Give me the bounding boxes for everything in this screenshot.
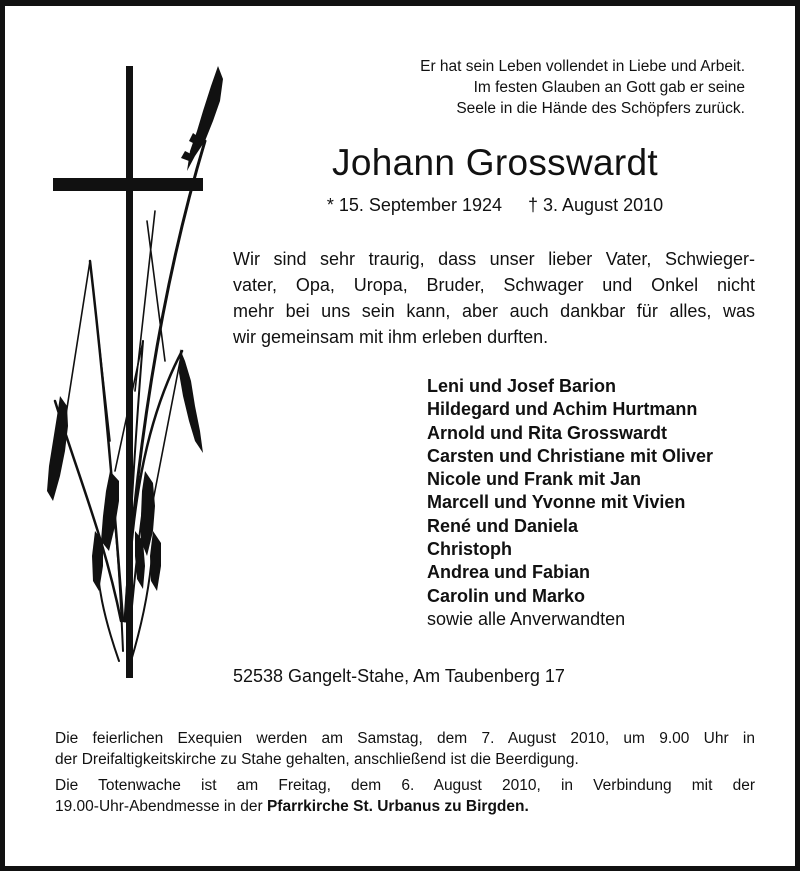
church-name: Pfarrkirche St. Urbanus zu Birgden. [266,797,529,815]
relatives-line: sowie alle Anverwandten [427,608,626,629]
mourner-name: Leni und Josef Barion [427,376,617,396]
death-date: † 3. August 2010 [528,195,664,215]
service-notes [55,729,755,823]
note-line: Die feierlichen Exequien werden am Samstag, dem 7. August 2010, um 9.00 Uhr in [55,730,755,747]
message-line: mehr bei uns sein kann, aber auch dankbar für alles, was [233,301,755,321]
motto [365,56,745,119]
mourner-name: René und Daniela [427,515,579,536]
message-line: Wir sind sehr traurig, dass unser lieber Vater, Schwieger- [233,249,755,269]
mourner-name: Hildegard und Achim Hurtmann [427,399,698,420]
motto-line: Er hat sein Leben vollendet in Liebe und Arbeit. [420,58,745,75]
family-address: 52538 Gangelt-Stahe, Am Taubenberg 17 [233,666,565,686]
note-line [55,797,755,818]
mourner-name: Marcell und Yvonne mit Vivien [427,492,686,513]
note-text: 19.00-Uhr-Abendmesse in der [55,797,267,815]
life-dates [285,195,705,216]
wake-note [55,776,755,817]
condolence-message [233,246,755,350]
message-line: wir gemeinsam mit ihm erleben durften. [233,327,549,347]
cross-with-wheat-ears-icon [35,61,225,686]
motto-line: Im festen Glauben an Gott gab er seine [473,79,745,96]
mourner-name: Carolin und Marko [427,585,586,606]
note-line: der Dreifaltigkeitskirche zu Stahe gehalten, anschließend ist die Beerdigung. [55,750,579,768]
deceased-name: Johann Grosswardt [332,142,658,183]
mourner-name: Andrea und Fabian [427,562,591,583]
mourners-list [427,375,767,631]
mourner-name: Nicole und Frank mit Jan [427,469,642,490]
motto-line: Seele in die Hände des Schöpfers zurück. [456,100,745,117]
birth-date: * 15. September 1924 [326,195,502,215]
note-line: Die Totenwache ist am Freitag, dem 6. August 2010, in Verbindung mit der [55,777,755,794]
message-line: vater, Opa, Uropa, Bruder, Schwager und Onkel nicht [233,275,755,295]
funeral-mass-note [55,729,755,770]
mourner-name: Arnold und Rita Grosswardt [427,422,668,443]
mourner-name: Carsten und Christiane mit Oliver [427,445,714,466]
mourner-name: Christoph [427,539,512,560]
